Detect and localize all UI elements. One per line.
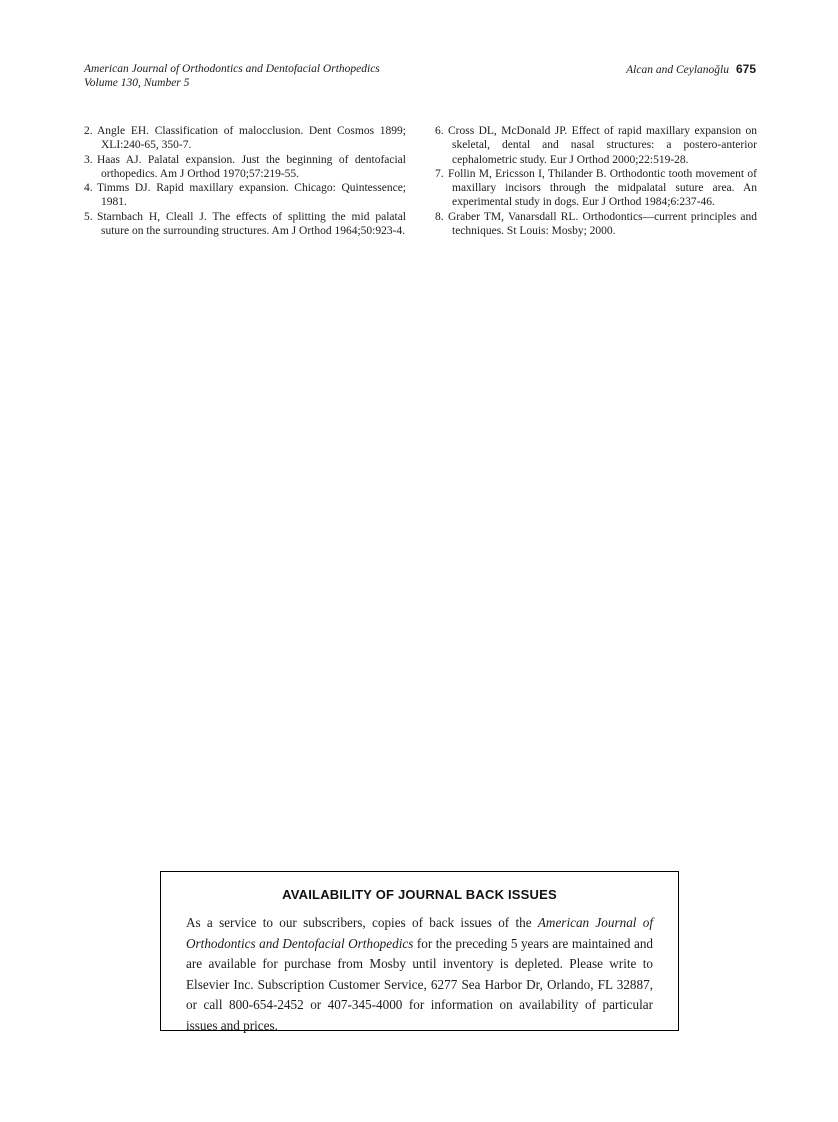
reference-text: Cross DL, McDonald JP. Effect of rapid maxillary expansion on skeletal, dental and nasal structures: a postero-anterior cephalometric study. Eur J Orthod 2000;22:519-28. (448, 125, 757, 166)
reference-number: 4. (84, 182, 93, 195)
reference-number: 7. (435, 167, 444, 180)
back-issues-text-after: for the preceding 5 years are maintained and are available for purchase from Mosby until inventory is depleted. Please write to Elsevier Inc. Subscription Customer Service, 6277 Sea Harbor Dr, Orlando, FL 32887, or call 800-654-2452 or 407-345-4000 for information on availability of particular issues and prices. (186, 935, 654, 1033)
reference-item (84, 153, 406, 182)
reference-text: Graber TM, Vanarsdall RL. Orthodontics—current principles and techniques. St Louis: Mosby; 2000. (448, 210, 757, 238)
back-issues-title: AVAILABILITY OF JOURNAL BACK ISSUES (282, 887, 557, 902)
back-issues-box (160, 871, 679, 1031)
reference-item (435, 124, 757, 167)
running-head-authors: Alcan and Ceylanoğlu (626, 64, 729, 76)
page-number: 675 (735, 62, 756, 76)
reference-item (84, 124, 406, 153)
reference-number: 8. (435, 210, 444, 223)
reference-text: Haas AJ. Palatal expansion. Just the beginning of dentofacial orthopedics. Am J Orthod 1970;57:219-55. (97, 153, 406, 180)
back-issues-text-before: As a service to our subscribers, copies of back issues of the (186, 915, 538, 930)
reference-text: Angle EH. Classification of malocclusion. Dent Cosmos 1899; XLI:240-65, 350-7. (97, 125, 406, 152)
reference-number: 3. (84, 153, 93, 166)
references-left-column (84, 124, 406, 238)
volume-line: Volume 130, Number 5 (84, 77, 190, 89)
reference-number: 5. (84, 210, 93, 223)
reference-item (84, 181, 406, 210)
reference-item (435, 167, 757, 210)
running-header-right (626, 62, 756, 77)
references-right-column (435, 124, 757, 238)
reference-item (84, 210, 406, 239)
running-header (84, 62, 756, 90)
reference-text: Starnbach H, Cleall J. The effects of splitting the mid palatal suture on the surrounding structures. Am J Orthod 1964;50:923-4. (97, 210, 406, 238)
reference-text: Follin M, Ericsson I, Thilander B. Orthodontic tooth movement of maxillary incisors through the midpalatal suture area. An experimental study in dogs. Eur J Orthod 1984;6:237-46. (448, 167, 757, 209)
journal-title: American Journal of Orthodontics and Dentofacial Orthopedics (84, 63, 380, 75)
reference-number: 2. (84, 125, 93, 137)
reference-number: 6. (435, 125, 444, 137)
back-issues-body (186, 913, 653, 1036)
reference-item (435, 210, 757, 239)
reference-text: Timms DJ. Rapid maxillary expansion. Chicago: Quintessence; 1981. (97, 182, 406, 209)
running-header-left (84, 62, 380, 90)
journal-name-italic: American Journal of Orthodontics and Dentofacial Orthopedics (186, 915, 653, 951)
